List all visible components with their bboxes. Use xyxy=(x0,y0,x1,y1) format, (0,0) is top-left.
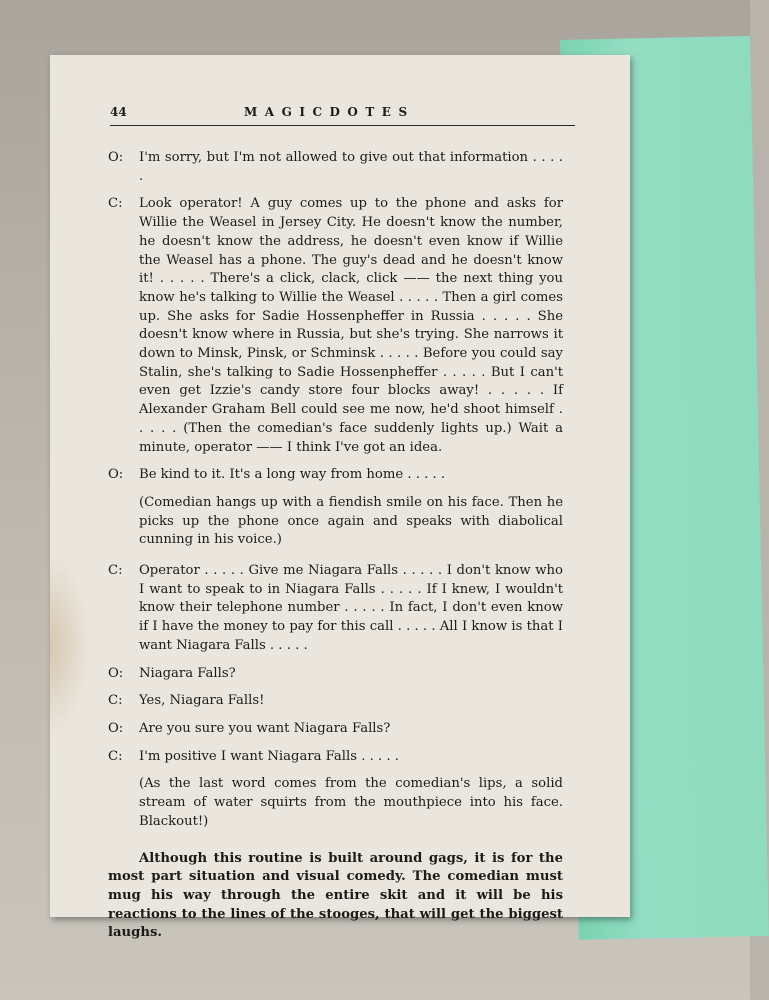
dialogue-text: Niagara Falls? xyxy=(139,665,236,681)
page-header xyxy=(110,99,575,126)
page-number: 44 xyxy=(110,105,127,119)
speaker-label: O: xyxy=(108,467,124,483)
dialogue-line xyxy=(108,748,563,767)
dialogue-line xyxy=(108,720,563,739)
stage-direction: (As the last word comes from the comedian's lips, a solid stream of water squirts from the mouthpiece into his face. Blackout!) xyxy=(139,776,563,829)
dialogue-line xyxy=(108,195,563,457)
paper-stain xyxy=(50,555,90,735)
speaker-label: O: xyxy=(108,150,124,165)
closing-paragraph: Although this routine is built around gags, it is for the most part situation and visual comedy. The comedian must mug his way through the entire skit and it will be his reactions to the lines of the stooges, that will get the biggest laughs. xyxy=(108,850,563,941)
dialogue-line xyxy=(108,562,563,656)
dialogue-line xyxy=(108,665,563,684)
dialogue-text: Yes, Niagara Falls! xyxy=(139,693,265,709)
dialogue-text: I'm sorry, but I'm not allowed to give out that information . . . . . xyxy=(139,150,563,184)
dialogue-text: Look operator! A guy comes up to the phone and asks for Willie the Weasel in Jersey City. He doesn't know the number, he doesn't know the address, he doesn't even know if Willie the Weasel has a phone. The guy's dead and he doesn't know it! . . . . . There's a click, clack, click —— the next thing you know he's talking to Willie the Weasel . . . . . Then a girl comes up. She asks for Sadie Hossenpheffer in Russia . . . . . She doesn't know where in Russia, but she's trying. She narrows it down to Minsk, Pinsk, or Schminsk . . . . . Before you could say Stalin, she's talking to Sadie Hossenpheffer . . . . . But I can't even get Izzie's candy store four blocks away! . . . . . If Alexander Graham Bell could see me now, he'd shoot himself . . . . . (Then the comedian's face suddenly lights up.) Wait a minute, operator —— I think I've got an idea. xyxy=(139,196,563,455)
dialogue-line xyxy=(108,149,563,186)
dialogue-text: Operator . . . . . Give me Niagara Falls . . . . . I don't know who I want to speak to in Niagara Falls . . . . . If I knew, I wouldn't know their telephone number . . . . . In fact, I don't even know if I have the money to pay for this call . . . . . All I know is that I want Niagara Falls . . . . . xyxy=(139,563,563,653)
speaker-label: C: xyxy=(108,196,123,212)
speaker-label: C: xyxy=(108,563,123,579)
running-title: MAGICDOTES xyxy=(244,105,415,119)
dialogue-text: Be kind to it. It's a long way from home . . . . . xyxy=(139,467,446,483)
dialogue-text: I'm positive I want Niagara Falls . . . . . xyxy=(139,748,399,764)
book-page xyxy=(50,55,630,941)
dialogue-text: Are you sure you want Niagara Falls? xyxy=(139,720,391,736)
page-body xyxy=(108,149,563,943)
speaker-label: C: xyxy=(108,748,123,764)
speaker-label: O: xyxy=(108,665,124,681)
dialogue-line xyxy=(108,466,563,485)
dialogue-line xyxy=(108,692,563,711)
speaker-label: O: xyxy=(108,720,124,736)
stage-direction: (Comedian hangs up with a fiendish smile on his face. Then he picks up the phone once again and speaks with diabolical cunning in his voice.) xyxy=(139,494,563,548)
speaker-label: C: xyxy=(108,693,123,709)
